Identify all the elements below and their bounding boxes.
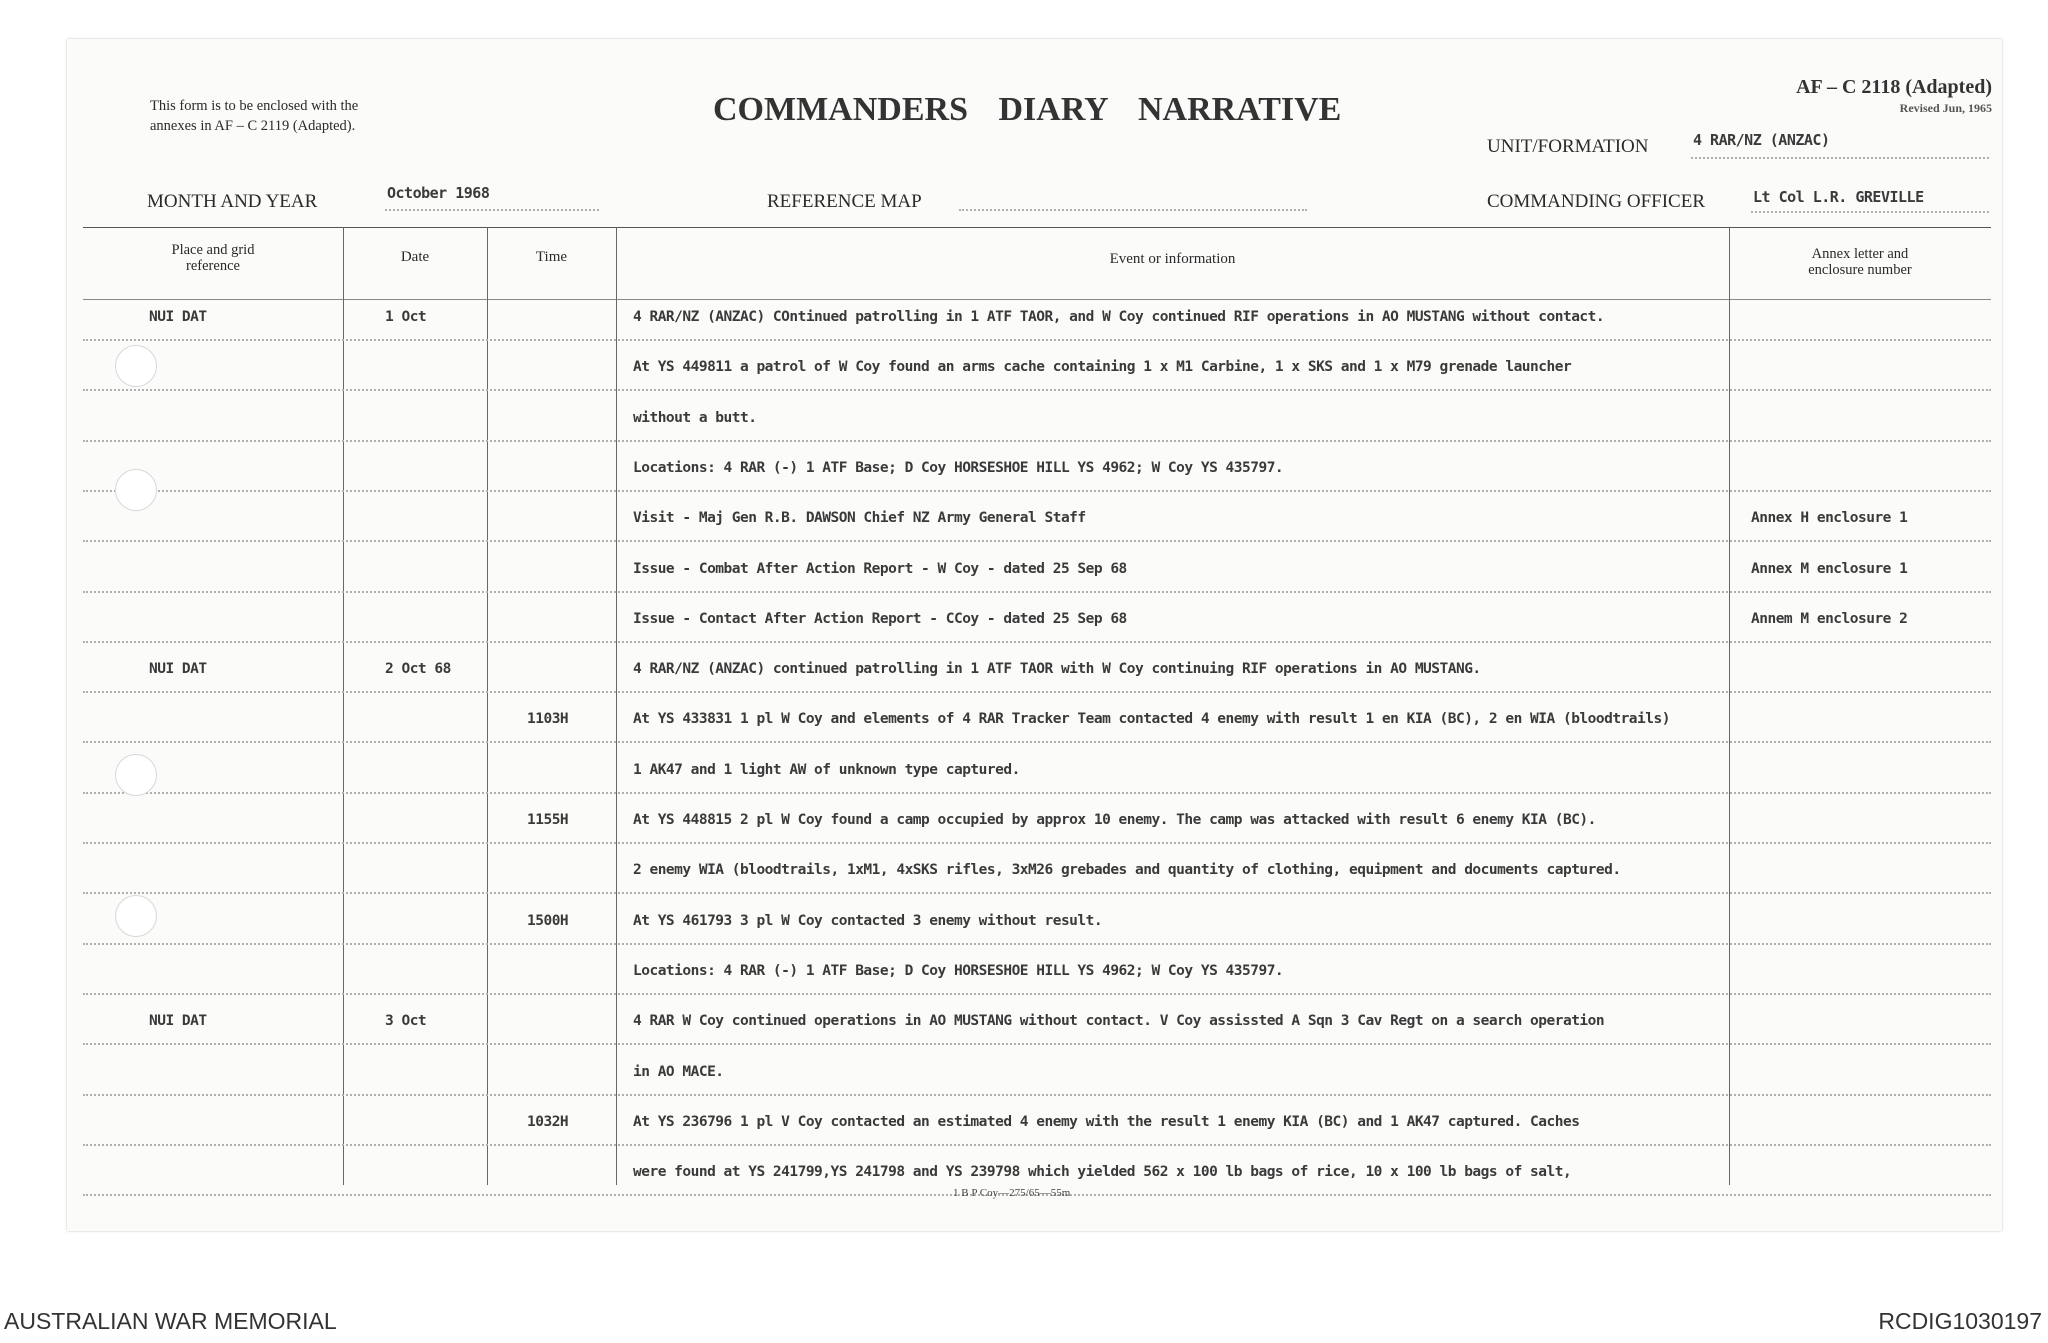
row-rule xyxy=(83,943,1991,945)
column-header-annex xyxy=(1729,246,1991,278)
column-divider-2 xyxy=(487,227,488,1185)
time-cell: 1500H xyxy=(527,912,569,929)
unit-formation-value: 4 RAR/NZ (ANZAC) xyxy=(1693,131,1830,149)
time-cell: 1103H xyxy=(527,711,569,728)
event-cell: 4 RAR/NZ (ANZAC) continued patrolling in 1 ATF TAOR with W Coy continuing RIF operations in AO MUSTANG. xyxy=(633,661,1481,678)
row-rule xyxy=(83,540,1991,542)
commanding-officer-label: COMMANDING OFFICER xyxy=(1487,191,1705,212)
row-rule xyxy=(83,842,1991,844)
row-rule xyxy=(83,440,1991,442)
event-cell: Locations: 4 RAR (-) 1 ATF Base; D Coy HORSESHOE HILL YS 4962; W Coy YS 435797. xyxy=(633,962,1284,979)
event-cell: Issue - Combat After Action Report - W Coy - dated 25 Sep 68 xyxy=(633,560,1127,577)
column-header-place-line-1: Place and grid xyxy=(171,242,255,258)
commanding-officer-value: Lt Col L.R. GREVILLE xyxy=(1753,188,1924,206)
column-header-place xyxy=(83,242,343,274)
punch-hole xyxy=(115,469,157,511)
row-rule xyxy=(83,641,1991,643)
footer-source: AUSTRALIAN WAR MEMORIAL xyxy=(4,1308,337,1334)
annex-cell: Annex H enclosure 1 xyxy=(1751,510,1908,527)
diary-form-sheet xyxy=(67,39,2002,1231)
event-cell: Visit - Maj Gen R.B. DAWSON Chief NZ Army General Staff xyxy=(633,510,1086,527)
event-cell: At YS 448815 2 pl W Coy found a camp occupied by approx 10 enemy. The camp was attacked with result 6 enemy KIA (BC). xyxy=(633,812,1596,828)
event-cell: 1 AK47 and 1 light AW of unknown type captured. xyxy=(633,761,1020,778)
row-rule xyxy=(83,741,1991,743)
row-rule xyxy=(83,591,1991,593)
event-cell: Locations: 4 RAR (-) 1 ATF Base; D Coy HORSESHOE HILL YS 4962; W Coy YS 435797. xyxy=(633,459,1284,476)
column-header-annex-line-2: enclosure number xyxy=(1808,262,1912,278)
event-cell: At YS 236796 1 pl V Coy contacted an estimated 4 enemy with the result 1 enemy KIA (BC) and 1 AK47 captured. Caches xyxy=(633,1113,1580,1130)
form-code: AF – C 2118 (Adapted) xyxy=(1796,76,1992,98)
punch-hole xyxy=(115,895,157,937)
form-notice-line-2: annexes in AF – C 2119 (Adapted). xyxy=(150,118,356,134)
column-header-date: Date xyxy=(400,249,430,265)
event-cell: 2 enemy WIA (bloodtrails, 1xM1, 4xSKS rifles, 3xM26 grebades and quantity of clothing, equipment and documents captured. xyxy=(633,862,1621,879)
column-header-event: Event or information xyxy=(1109,251,1236,267)
form-title: COMMANDERS DIARY NARRATIVE xyxy=(713,91,1342,128)
row-rule xyxy=(83,389,1991,391)
date-cell: 3 Oct xyxy=(385,1013,427,1030)
row-rule xyxy=(83,339,1991,341)
event-cell: 4 RAR W Coy continued operations in AO MUSTANG without contact. V Coy assissted A Sqn 3 Cav Regt on a search operation xyxy=(633,1013,1605,1030)
event-cell: without a butt. xyxy=(633,409,757,426)
row-rule xyxy=(83,993,1991,995)
form-notice xyxy=(150,96,358,136)
annex-cell: Annex M enclosure 1 xyxy=(1751,560,1908,577)
column-header-annex-line-1: Annex letter and xyxy=(1811,246,1909,262)
time-cell: 1032H xyxy=(527,1113,569,1130)
column-header-time: Time xyxy=(535,249,568,265)
time-cell: 1155H xyxy=(527,812,569,828)
date-cell: 1 Oct xyxy=(385,309,427,325)
month-year-rule xyxy=(385,209,599,211)
row-rule xyxy=(83,1144,1991,1146)
form-revised: Revised Jun, 1965 xyxy=(1899,101,1992,115)
place-cell: NUI DAT xyxy=(149,1013,207,1030)
date-cell: 2 Oct 68 xyxy=(385,661,451,678)
row-rule xyxy=(83,1043,1991,1045)
event-cell: Issue - Contact After Action Report - CCoy - dated 25 Sep 68 xyxy=(633,610,1127,627)
month-year-value: October 1968 xyxy=(387,184,490,202)
month-year-label: MONTH AND YEAR xyxy=(147,191,318,212)
punch-hole xyxy=(115,345,157,387)
event-cell: in AO MACE. xyxy=(633,1063,724,1080)
footer-identifier: RCDIG1030197 xyxy=(1878,1308,2042,1334)
printer-imprint: 1 B P Coy—275/65—55m xyxy=(953,1187,1071,1199)
column-divider-4 xyxy=(1729,227,1730,1185)
reference-map-label: REFERENCE MAP xyxy=(767,191,922,212)
column-divider-3 xyxy=(616,227,617,1185)
row-rule xyxy=(83,691,1991,693)
annex-cell: Annem M enclosure 2 xyxy=(1751,610,1908,627)
page-footer xyxy=(0,1290,2048,1343)
place-cell: NUI DAT xyxy=(149,661,207,678)
commanding-officer-rule xyxy=(1751,211,1989,213)
event-cell: 4 RAR/NZ (ANZAC) COntinued patrolling in 1 ATF TAOR, and W Coy continued RIF operations in AO MUSTANG without contact. xyxy=(633,309,1605,325)
reference-map-rule xyxy=(959,209,1307,211)
event-cell: At YS 449811 a patrol of W Coy found an arms cache containing 1 x M1 Carbine, 1 x SKS and 1 x M79 grenade launcher xyxy=(633,359,1572,376)
row-rule xyxy=(83,490,1991,492)
form-notice-line-1: This form is to be enclosed with the xyxy=(150,98,359,114)
table-top-rule xyxy=(83,227,1991,228)
event-cell: At YS 433831 1 pl W Coy and elements of 4 RAR Tracker Team contacted 4 enemy with result 1 en KIA (BC), 2 en WIA (bloodtrails) xyxy=(633,711,1670,728)
column-divider-1 xyxy=(343,227,344,1185)
punch-hole xyxy=(115,754,157,796)
unit-formation-rule xyxy=(1691,157,1989,159)
event-cell: At YS 461793 3 pl W Coy contacted 3 enemy without result. xyxy=(633,912,1103,929)
table-header-rule xyxy=(83,299,1991,300)
row-rule xyxy=(83,892,1991,894)
unit-formation-label: UNIT/FORMATION xyxy=(1487,136,1649,157)
row-rule xyxy=(83,1094,1991,1096)
event-cell: were found at YS 241799,YS 241798 and YS 239798 which yielded 562 x 100 lb bags of rice, 10 x 100 lb bags of salt, xyxy=(633,1164,1572,1181)
column-header-place-line-2: reference xyxy=(186,258,240,274)
row-rule xyxy=(83,792,1991,794)
place-cell: NUI DAT xyxy=(149,309,207,325)
